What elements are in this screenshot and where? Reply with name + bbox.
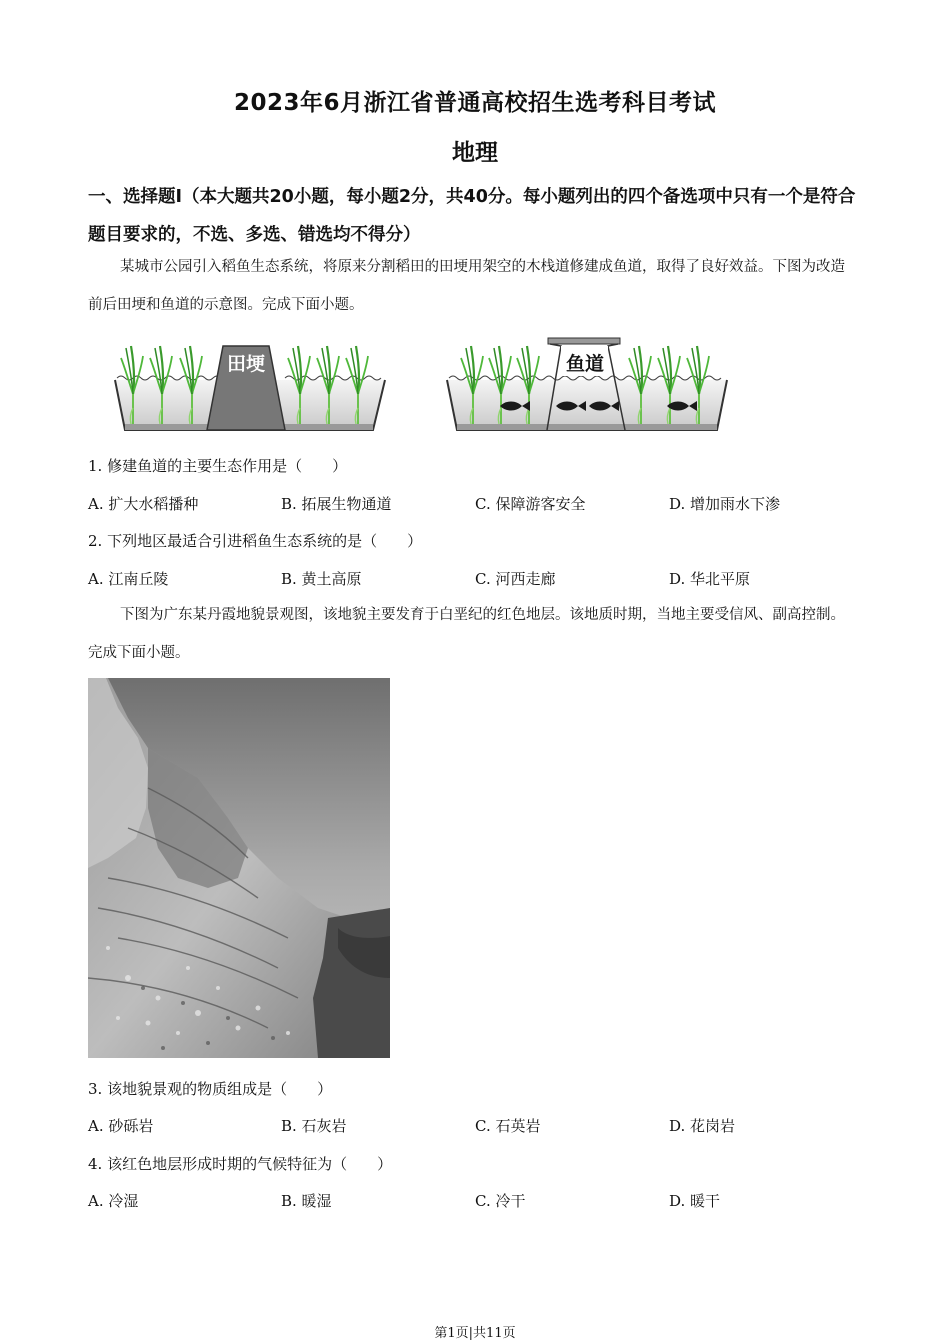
option-b[interactable]: B. 暖湿: [281, 1192, 332, 1210]
option-b[interactable]: B. 黄土高原: [281, 570, 362, 588]
before-diagram: [115, 346, 385, 430]
option-d[interactable]: D. 增加雨水下渗: [669, 495, 781, 513]
option-c[interactable]: C. 石英岩: [475, 1117, 541, 1135]
option-a[interactable]: A. 冷湿: [88, 1192, 139, 1210]
question-2-options: [88, 568, 868, 592]
question-2-stem: 2. 下列地区最适合引进稻鱼生态系统的是（ ）: [88, 532, 423, 550]
page-title: 2023年6月浙江省普通高校招生选考科目考试: [233, 90, 717, 116]
option-a[interactable]: A. 江南丘陵: [88, 570, 169, 588]
section-heading: 一、选择题Ⅰ（本大题共20小题，每小题2分，共40分。每小题列出的四个备选项中只有一个是符合题目要求的，不选、多选、错选均不得分）: [88, 187, 856, 245]
option-b[interactable]: B. 石灰岩: [281, 1117, 347, 1135]
option-b[interactable]: B. 拓展生物通道: [281, 495, 392, 513]
subject-title: 地理: [452, 140, 498, 166]
danxia-landform-photo: [88, 678, 390, 1058]
passage-1: 某城市公园引入稻鱼生态系统，将原来分割稻田的田埂用架空的木栈道修建成鱼道，取得了良好效益。下图为改造前后田埂和鱼道的示意图。完成下面小题。: [88, 259, 845, 313]
option-a[interactable]: A. 砂砾岩: [88, 1117, 154, 1135]
field-diagram: [95, 332, 855, 444]
ridge-label: 田埂: [226, 353, 266, 375]
option-c[interactable]: C. 保障游客安全: [475, 495, 586, 513]
option-a[interactable]: A. 扩大水稻播种: [88, 495, 199, 513]
page-footer: 第1页|共11页: [434, 1326, 516, 1341]
option-d[interactable]: D. 华北平原: [669, 570, 751, 588]
question-4-stem: 4. 该红色地层形成时期的气候特征为（ ）: [88, 1155, 393, 1173]
question-4-options: [88, 1190, 868, 1214]
option-c[interactable]: C. 河西走廊: [475, 570, 556, 588]
question-1-stem: 1. 修建鱼道的主要生态作用是（ ）: [88, 457, 348, 475]
passage-2: 下图为广东某丹霞地貌景观图，该地貌主要发育于白垩纪的红色地层。该地质时期，当地主要受信风、副高控制。完成下面小题。: [88, 607, 845, 661]
option-c[interactable]: C. 冷干: [475, 1192, 526, 1210]
boardwalk: [548, 338, 620, 344]
question-1-options: [88, 493, 868, 517]
fish-channel-label: 鱼道: [565, 353, 605, 375]
option-d[interactable]: D. 暖干: [669, 1192, 721, 1210]
after-diagram: [447, 338, 727, 430]
option-d[interactable]: D. 花岗岩: [669, 1117, 736, 1135]
question-3-stem: 3. 该地貌景观的物质组成是（ ）: [88, 1080, 333, 1098]
question-3-options: [88, 1115, 868, 1139]
